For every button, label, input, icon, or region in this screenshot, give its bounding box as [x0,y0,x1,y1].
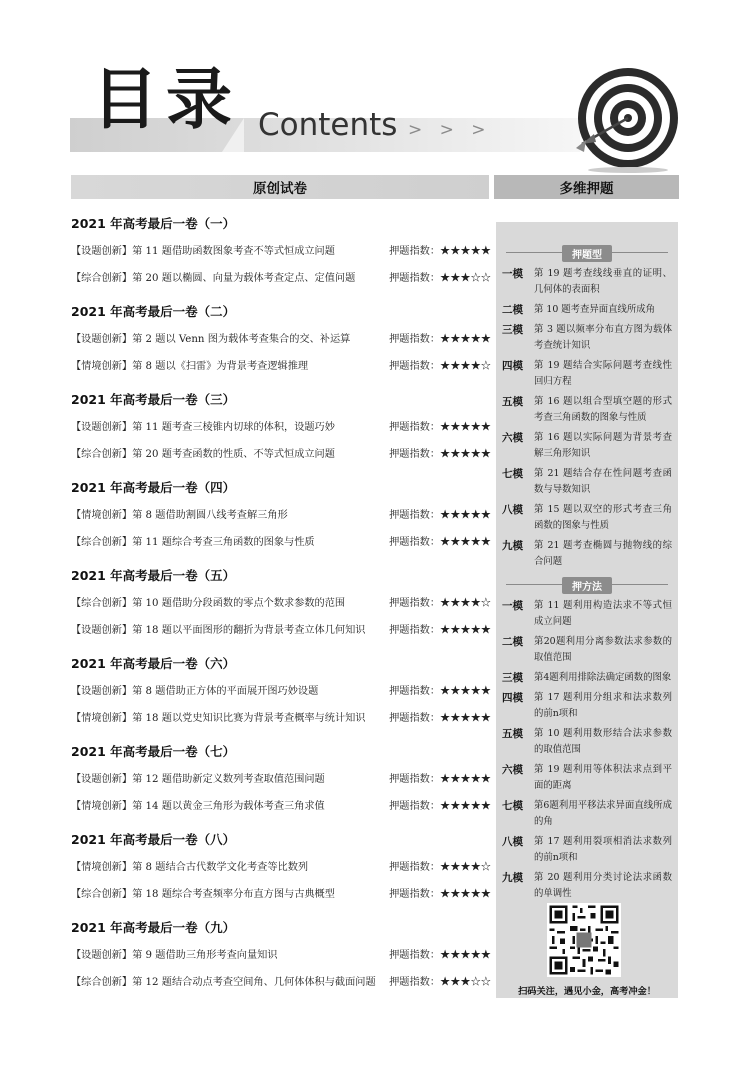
entry-rating: 押题指数：★★★★★ [389,422,491,433]
section-header [500,576,674,594]
panel-item [496,502,678,534]
column-header-multidim: 多维押题 [494,175,679,199]
panel-item-desc: 第 3 题以频率分布直方图为载体考查统计知识 [534,324,672,351]
panel-item [496,266,678,298]
volume [71,828,491,906]
volume [71,652,491,730]
panel-item-name: 九模 [502,540,523,552]
volume-title: 2021 年高考最后一卷（五） [71,568,236,583]
panel-item [496,430,678,462]
volume-list [71,212,491,994]
entry-row [71,676,491,703]
entry-rating: 押题指数：★★★★☆ [389,862,491,873]
entry-text: 【综合创新】第 12 题结合动点考查空间角、几何体体积与截面问题 [71,977,376,988]
page-title: 目录 [92,60,240,138]
entry-text: 【设题创新】第 18 题以平面图形的翻折为背景考查立体几何知识 [71,625,366,636]
panel-item-name: 四模 [502,692,523,704]
entry-row [71,852,491,879]
entry-text: 【综合创新】第 18 题综合考查频率分布直方图与古典概型 [71,889,335,900]
entry-rating: 押题指数：★★★★★ [389,625,491,636]
entry-row [71,439,491,466]
entry-text: 【情境创新】第 8 题借助割圆八线考查解三角形 [71,510,288,521]
section-label-type: 押题型 [562,245,612,262]
panel-item [496,762,678,794]
panel-item-name: 九模 [502,872,523,884]
volume [71,564,491,642]
entry-rating: 押题指数：★★★★★ [389,801,491,812]
panel-item-desc: 第 10 题利用数形结合法求参数的取值范围 [534,728,672,755]
panel-item-desc: 第 19 题考查线线垂直的证明、几何体的表面积 [534,268,672,295]
panel-item-desc: 第 20 题利用分类讨论法求函数的单调性 [534,872,672,899]
section-label-method: 押方法 [562,577,612,594]
panel-item [496,834,678,866]
entry-row [71,263,491,290]
panel-item-desc: 第20题利用分离参数法求参数的取值范围 [534,636,672,663]
panel-item-desc: 第4题利用排除法确定函数的图象 [534,672,672,683]
panel-item-desc: 第 17 题利用分组求和法求数列的前n项和 [534,692,672,719]
entry-rating: 押题指数：★★★★★ [389,246,491,257]
panel-item-name: 三模 [502,324,523,336]
entry-rating: 押题指数：★★★★☆ [389,598,491,609]
panel-item-name: 一模 [502,600,523,612]
panel-item [496,322,678,354]
volume [71,740,491,818]
entry-text: 【情境创新】第 8 题以《扫雷》为背景考查逻辑推理 [71,361,309,372]
volume-title: 2021 年高考最后一卷（三） [71,392,236,407]
page-subtitle: Contents [258,107,398,143]
volume [71,212,491,290]
panel-item-name: 七模 [502,800,523,812]
entry-text: 【情境创新】第 18 题以党史知识比赛为背景考查概率与统计知识 [71,713,366,724]
entry-rating: 押题指数：★★★★★ [389,686,491,697]
volume [71,300,491,378]
panel-item-name: 三模 [502,672,523,684]
entry-rating: 押题指数：★★★★★ [389,510,491,521]
panel-item-name: 六模 [502,764,523,776]
entry-rating: 押题指数：★★★★★ [389,713,491,724]
panel-item-name: 二模 [502,636,523,648]
entry-text: 【综合创新】第 11 题综合考查三角函数的图象与性质 [71,537,315,548]
volume-title: 2021 年高考最后一卷（四） [71,480,236,495]
panel-item [496,538,678,570]
column-header-original: 原创试卷 [71,175,489,199]
entry-text: 【情境创新】第 8 题结合古代数学文化考查等比数列 [71,862,309,873]
panel-item [496,466,678,498]
panel-item-desc: 第6题利用平移法求异面直线所成的角 [534,800,672,827]
panel-item-desc: 第 21 题结合存在性问题考查函数与导数知识 [534,468,672,495]
entry-text: 【综合创新】第 20 题考查函数的性质、不等式恒成立问题 [71,449,335,460]
panel-item [496,358,678,390]
panel-item [496,634,678,666]
panel-item-desc: 第 21 题考查椭圆与抛物线的综合问题 [534,540,672,567]
entry-rating: 押题指数：★★★☆☆ [389,273,491,284]
volume [71,388,491,466]
entry-rating: 押题指数：★★★★★ [389,889,491,900]
entry-rating: 押题指数：★★★☆☆ [389,977,491,988]
volume-title: 2021 年高考最后一卷（七） [71,744,236,759]
entry-row [71,500,491,527]
panel-item-desc: 第 17 题利用裂项相消法求数列的前n项和 [534,836,672,863]
volume-title: 2021 年高考最后一卷（八） [71,832,236,847]
panel-item-desc: 第 16 题以实际问题为背景考查解三角形知识 [534,432,672,459]
panel-item [496,302,678,318]
panel-item [496,690,678,722]
entry-row [71,940,491,967]
section-header [500,244,674,262]
target-icon [572,62,684,174]
panel-item-name: 一模 [502,268,523,280]
entry-rating: 押题指数：★★★★★ [389,334,491,345]
panel-item-name: 八模 [502,504,523,516]
entry-row [71,967,491,994]
entry-row [71,764,491,791]
entry-text: 【综合创新】第 20 题以椭圆、向量为载体考查定点、定值问题 [71,273,356,284]
entry-text: 【设题创新】第 9 题借助三角形考查向量知识 [71,950,278,961]
entry-rating: 押题指数：★★★★☆ [389,361,491,372]
entry-row [71,527,491,554]
panel-item [496,870,678,902]
panel-item [496,798,678,830]
panel-item-desc: 第 19 题结合实际问题考查线性回归方程 [534,360,672,387]
entry-text: 【情境创新】第 14 题以黄金三角形为载体考查三角求值 [71,801,325,812]
arrows-icon: > > > [408,120,492,140]
panel-item-name: 四模 [502,360,523,372]
entry-text: 【设题创新】第 11 题借助函数图象考查不等式恒成立问题 [71,246,335,257]
panel-item-name: 六模 [502,432,523,444]
entry-text: 【综合创新】第 10 题借助分段函数的零点个数求参数的范围 [71,598,346,609]
qr-code-icon[interactable] [547,903,621,977]
panel-item-name: 八模 [502,836,523,848]
entry-row [71,791,491,818]
volume-title: 2021 年高考最后一卷（二） [71,304,236,319]
volume [71,916,491,994]
qr-caption: 扫码关注，遇见小金，高考冲金！ [518,986,656,997]
entry-text: 【设题创新】第 12 题借助新定义数列考查取值范围问题 [71,774,325,785]
panel-item-desc: 第 19 题利用等体积法求点到平面的距离 [534,764,672,791]
entry-row [71,412,491,439]
entry-rating: 押题指数：★★★★★ [389,774,491,785]
entry-text: 【设题创新】第 11 题考查三棱锥内切球的体积，设题巧妙 [71,422,335,433]
entry-row [71,324,491,351]
panel-item [496,394,678,426]
panel-item [496,598,678,630]
volume [71,476,491,554]
panel-item-desc: 第 10 题考查异面直线所成角 [534,304,656,315]
panel-item-name: 七模 [502,468,523,480]
volume-title: 2021 年高考最后一卷（一） [71,216,236,231]
entry-row [71,588,491,615]
panel-item-desc: 第 11 题利用构造法求不等式恒成立问题 [534,600,672,627]
panel-item-name: 五模 [502,728,523,740]
entry-rating: 押题指数：★★★★★ [389,449,491,460]
entry-row [71,236,491,263]
panel-item-desc: 第 15 题以双空的形式考查三角函数的图象与性质 [534,504,672,531]
entry-row [71,703,491,730]
panel-item-name: 五模 [502,396,523,408]
panel-item-desc: 第 16 题以组合型填空题的形式考查三角函数的图象与性质 [534,396,672,423]
entry-text: 【设题创新】第 2 题以 Venn 图为载体考查集合的交、补运算 [71,334,351,345]
multidim-panel [496,222,678,998]
entry-row [71,351,491,378]
volume-title: 2021 年高考最后一卷（六） [71,656,236,671]
panel-item-name: 二模 [502,304,523,316]
entry-text: 【设题创新】第 8 题借助正方体的平面展开图巧妙设题 [71,686,319,697]
entry-rating: 押题指数：★★★★★ [389,950,491,961]
panel-item [496,726,678,758]
entry-row [71,615,491,642]
panel-item [496,670,678,686]
entry-rating: 押题指数：★★★★★ [389,537,491,548]
volume-title: 2021 年高考最后一卷（九） [71,920,236,935]
entry-row [71,879,491,906]
